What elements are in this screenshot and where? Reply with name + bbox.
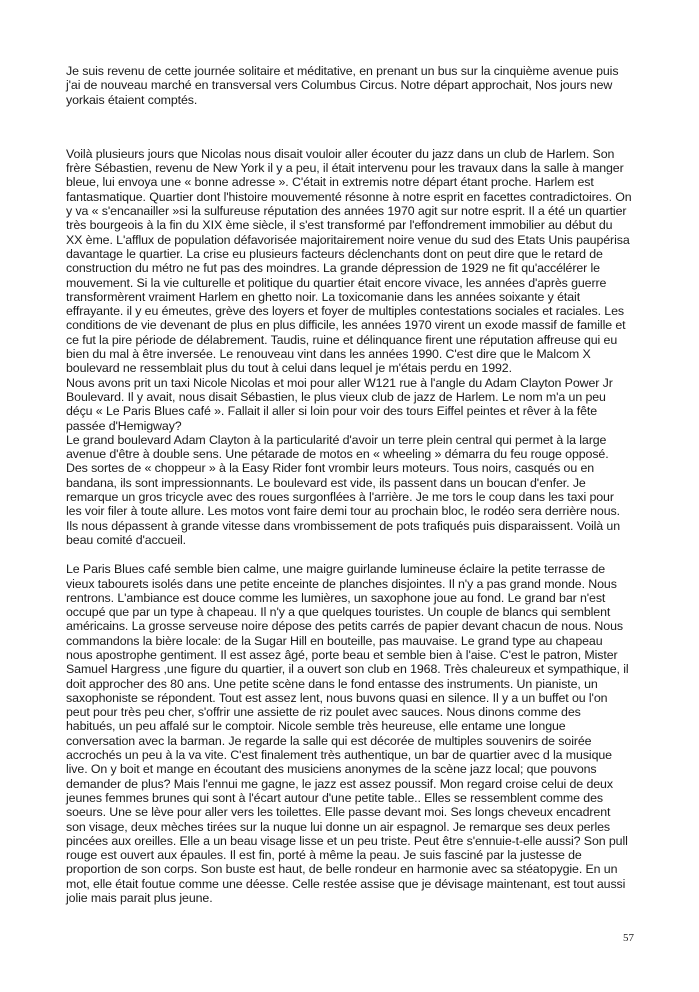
paragraph-return-bus: Je suis revenu de cette journée solitaire et méditative, en prenant un bus sur la cinquième avenue puis j'ai de nouveau marché en transversal vers Columbus Circus. Notre départ approchait, Nos jours new yorkais étaient comptés. [66, 64, 619, 107]
paragraph-spacer [66, 107, 632, 147]
text-column [66, 64, 632, 905]
paragraph-harlem-history: Voilà plusieurs jours que Nicolas nous disait vouloir aller écouter du jazz dans un club de Harlem. Son frère Sébastien, revenu de New York il y a peu, il était intervenu pour les travaux dans la salle à manger bleue, lui envoya une « bonne adresse ». C'était in extremis notre départ étant proche. Harlem est fantasmatique. Quartier dont l'histoire mouvementé résonne à notre esprit en facettes contradictoires. On y va « s'encanailler »si la sulfureuse réputation des années 1970 agit sur notre esprit. Il a été un quartier très bourgeois à la fin du XIX ème siècle, il s'est transformé par l'effondrement immobilier au début du XX ème. L'afflux de population défavorisée majoritairement noire venue du sud des Etats Unis paupérisa davantage le quartier. La crise eu plusieurs facteurs déclenchants dont on peut dire que le retard de construction du métro ne fut pas des moindres. La grande dépression de 1929 ne fit qu'accélérer le mouvement. Si la vie culturelle et politique du quartier était encore vivace, les années d'après guerre transformèrent vraiment Harlem en ghetto noir. La toxicomanie dans les années soixante y était effrayante. il y eu émeutes, grève des loyers et foyer de multiples contestations sociales et raciales. Les conditions de vie devenant de plus en plus difficile, les années 1970 virent un exode massif de famille et ce fut la pire période de délabrement. Taudis, ruine et délinquance firent une réputation affreuse qui eu bien du mal à être inversée. Le renouveau vint dans les années 1990. C'est dire que le Malcom X boulevard ne ressemblait plus du tout à celui dans lequel je m'étais perdu en 1992. [66, 146, 632, 376]
paragraph-paris-blues-cafe: Le Paris Blues café semble bien calme, une maigre guirlande lumineuse éclaire la petite terrasse de vieux tabourets isolés dans une petite enceinte de planches disjointes. Il n'y a pas grand monde. Nous rentrons. L'ambiance est douce comme les lumières, un saxophone joue au fond. Le grand bar n'est occupé que par un type à chapeau. Il n'y a que quelques touristes. Un couple de blancs qui semblent américains. La grosse serveuse noire dépose des petits carrés de papier devant chacun de nous. Nous commandons la bière locale: de la Sugar Hill en bouteille, pas mauvaise. Le grand type au chapeau nous apostrophe gentiment. Il est assez âgé, porte beau et semble bien à l'aise. C'est le patron, Mister Samuel Hargress ,une figure du quartier, il a ouvert son club en 1968. Très chaleureux et sympathique, il doit approcher des 80 ans. Une petite scène dans le fond entasse des instruments. Un pianiste, un saxophoniste se répondent. Tout est assez lent, nous buvons quasi en silence. Il y a un buffet ou l'on peut pour très peu cher, s'offrir une assiette de riz poulet avec sauces. Nous dinons comme des habitués, un peu affalé sur le comptoir. Nicole semble très heureuse, elle entame une longue conversation avec la barman. Je regarde la salle qui est décorée de multiples souvenirs de soirée accrochés un peu à la va vite. C'est finalement très authentique, un bar de quartier avec d la musique live. On y boit et mange en écoutant des musiciens anonymes de la scène jazz local; que pouvons demander de plus? Mais l'ennui me gagne, le jazz est assez poussif. Mon regard croise celui de deux jeunes femmes brunes qui sont à l'écart autour d'une petite table.. Elles se ressemblent comme des soeurs. Une se lève pour aller vers les toilettes. Elle passe devant moi. Ses longs cheveux encadrent son visage, deux mèches tirées sur la nuque lui donne un air espagnol. Je remarque ses deux perles pincées aux oreilles. Elle a un beau visage lisse et un peu triste. Peut être s'ennuie-t-elle aussi? Son pull rouge est ouvert aux épaules. Il est fin, porté à même la peau. Je suis fasciné par la justesse de proportion de son corps. Son buste est haut, de belle rondeur en harmonie avec sa stéatopygie. En un mot, elle était foutue comme une déesse. Celle restée assise que je dévisage maintenant, est tout aussi jolie mais parait plus jeune. [66, 562, 629, 906]
paragraph-spacer [66, 547, 632, 562]
paragraph-boulevard-motos: Le grand boulevard Adam Clayton à la particularité d'avoir un terre plein central qui permet à la large avenue d'être à double sens. Une pétarade de motos en « wheeling » démarra du feu rouge opposé. Des sortes de « choppeur » à la Easy Rider font vrombir leurs moteurs. Tous noirs, casqués ou en bandana, ils sont impressionnants. Le boulevard est vide, ils passent dans un boucan d'enfer. Je remarque un gros tricycle avec des roues surgonflées à l'arrière. Je me tors le coup dans les taxi pour les voir filer à toute allure. Les motos vont faire demi tour au prochain bloc, le rodéo sera derrière nous. Ils nous dépassent à grande vitesse dans vrombissement de pots trafiqués puis disparaissent. Voilà un beau comité d'accueil. [66, 432, 621, 547]
page-number: 57 [623, 932, 634, 944]
paragraph-taxi: Nous avons prit un taxi Nicole Nicolas et moi pour aller W121 rue à l'angle du Adam Clayton Power Jr Boulevard. Il y avait, nous disait Sébastien, le plus vieux club de jazz de Harlem. Le nom m'a un peu déçu « Le Paris Blues café ». Fallait il aller si loin pour voir des tours Eiffel peintes et rêver à la fête passée d'Hemigway? [66, 375, 613, 433]
